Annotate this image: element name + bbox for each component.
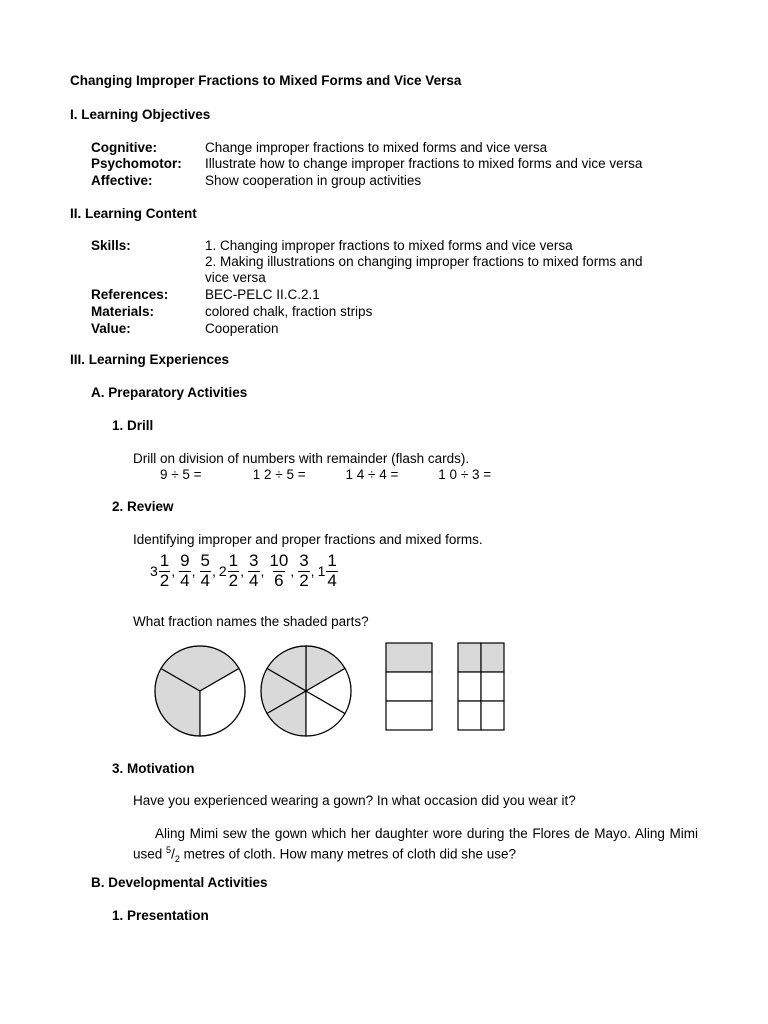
materials-label: Materials:: [91, 304, 155, 319]
shaded-parts-figures: [148, 638, 508, 742]
circle-sixths: [261, 646, 351, 736]
psychomotor-value: Illustrate how to change improper fractions to mixed forms and vice versa: [205, 156, 643, 171]
references-label: References:: [91, 287, 169, 302]
drill-item: 1 0 ÷ 3 =: [438, 467, 492, 482]
fraction: $\frac{10}{6}$: [269, 551, 289, 590]
fraction-list: 3 $\frac{1}{2}$ , $\frac{9}{4}$ , $\frac{5}{4}$ , 2 $\frac{1}{2}$ , $\frac{3}{4}$ , $\frac{10}{6}$ , $\frac{3}{2}$ , 1 $\frac{1}{4}$: [150, 551, 337, 590]
value-label: Value:: [91, 321, 131, 336]
developmental-heading: B. Developmental Activities: [91, 875, 268, 890]
fraction: $\frac{5}{4}$: [200, 551, 210, 590]
fraction: $\frac{1}{2}$: [159, 551, 170, 590]
page-title: Changing Improper Fractions to Mixed Forms and Vice Versa: [70, 73, 462, 88]
fraction: $\frac{1}{4}$: [327, 551, 337, 590]
section-3-heading: III. Learning Experiences: [70, 352, 230, 367]
review-text: Identifying improper and proper fractions and mixed forms.: [133, 532, 483, 547]
fraction: $\frac{1}{2}$: [228, 551, 239, 590]
motivation-story: Aling Mimi sew the gown which her daughter wore during the Flores de Mayo. Aling Mimi used $^5/_2$ metres of cloth. How many metres of cloth did she use?: [133, 826, 698, 865]
fraction-whole: 3: [150, 563, 158, 580]
rect-thirds: [386, 643, 432, 730]
fraction-whole: 2: [218, 563, 227, 580]
drill-heading: 1. Drill: [112, 418, 154, 433]
affective-label: Affective:: [91, 173, 153, 188]
circle-thirds: [155, 646, 245, 736]
skills-label: Skills:: [91, 238, 131, 253]
drill-item: 1 2 ÷ 5 =: [252, 467, 306, 482]
skills-item-2-cont: vice versa: [205, 270, 266, 285]
rect-sixths: [458, 643, 504, 730]
drill-item: 9 ÷ 5 =: [160, 467, 202, 482]
fraction-whole: 1: [317, 563, 326, 580]
cognitive-label: Cognitive:: [91, 140, 157, 155]
preparatory-heading: A. Preparatory Activities: [91, 385, 248, 400]
shaded-parts-question: What fraction names the shaded parts?: [133, 614, 369, 629]
fraction: $\frac{3}{4}$: [249, 551, 259, 590]
cognitive-value: Change improper fractions to mixed forms and vice versa: [205, 140, 548, 155]
section-2-heading: II. Learning Content: [70, 206, 197, 221]
presentation-heading: 1. Presentation: [112, 908, 209, 923]
review-heading: 2. Review: [112, 499, 174, 514]
drill-text: Drill on division of numbers with remainder (flash cards).: [133, 451, 470, 466]
section-1-heading: I. Learning Objectives: [70, 107, 211, 122]
fraction: $\frac{9}{4}$: [180, 551, 190, 590]
motivation-heading: 3. Motivation: [112, 761, 195, 776]
motivation-question: Have you experienced wearing a gown? In what occasion did you wear it?: [133, 793, 576, 808]
drill-items: [160, 467, 491, 482]
references-value: BEC-PELC II.C.2.1: [205, 287, 320, 302]
fraction: $\frac{3}{2}$: [299, 551, 309, 590]
affective-value: Show cooperation in group activities: [205, 173, 422, 188]
psychomotor-label: Psychomotor:: [91, 156, 182, 171]
skills-item-2: 2. Making illustrations on changing improper fractions to mixed forms and: [205, 254, 643, 269]
skills-item-1: 1. Changing improper fractions to mixed forms and vice versa: [205, 238, 573, 253]
value-value: Cooperation: [205, 321, 279, 336]
materials-value: colored chalk, fraction strips: [205, 304, 373, 319]
drill-item: 1 4 ÷ 4 =: [345, 467, 399, 482]
